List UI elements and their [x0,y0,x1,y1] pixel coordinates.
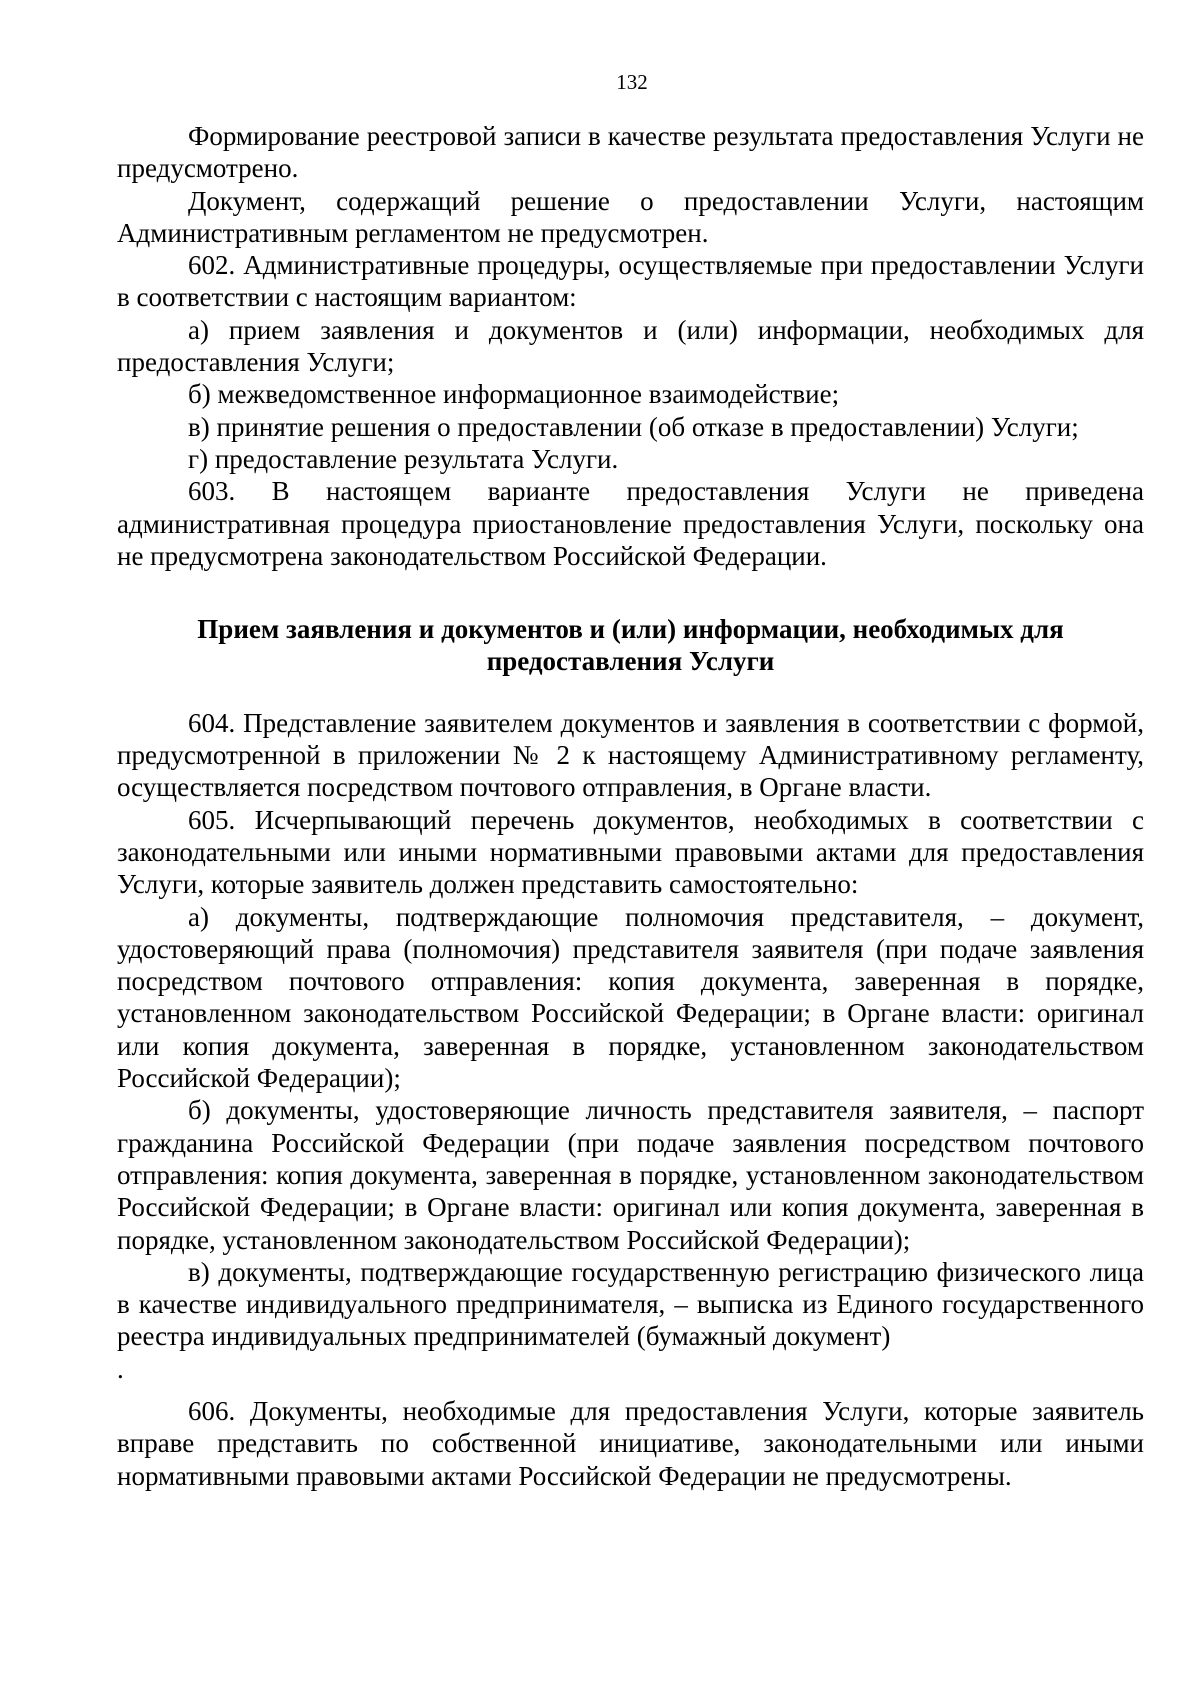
list-item-g: г) предоставление результата Услуги. [188,443,619,474]
paragraph-604: 604. Представление заявителем документов и заявления в соответствии с формой, предусмотренной в приложении № 2 к настоящему Административному регламенту, осуществляется посредством почтового отправления, в Органе власти. [117,707,1144,803]
section-heading [117,613,1144,678]
section-heading-line-2: предоставления Услуги [486,646,775,677]
paragraph-603: 603. В настоящем варианте предоставления Услуги не приведена административная процедура приостановление предоставления Услуги, поскольку она не предусмотрена законодательством Российской Федерации. [117,476,1144,571]
list-item-v: в) принятие решения о предоставлении (об отказе в предоставлении) Услуги; [188,411,1079,442]
paragraph: Формирование реестровой записи в качестве результата предоставления Услуги не предусмотрено. [117,121,1144,184]
paragraph-605: 605. Исчерпывающий перечень документов, необходимых в соответствии с законодательными или иными нормативными правовыми актами для предоставления Услуги, которые заявитель должен представить самостоятельно: [117,804,1144,900]
section-heading-line-1: Прием заявления и документов и (или) информации, необходимых для [197,614,1064,645]
document-body [117,120,1144,1492]
list-item-a: а) документы, подтверждающие полномочия представителя, – документ, удостоверяющий права (полномочия) представителя заявителя (при подаче заявления посредством почтового отправления: копия документа, заверенная в порядке, установленном законодательством Российской Федерации; в Органе власти: оригинал или копия документа, заверенная в порядке, установленном законодательством Российской Федерации); [117,901,1144,1094]
paragraph-602: 602. Административные процедуры, осуществляемые при предоставлении Услуги в соответствии с настоящим вариантом: [117,250,1144,313]
paragraph-606: 606. Документы, необходимые для предоставления Услуги, которые заявитель вправе представить по собственной инициативе, законодательными или иными нормативными правовыми актами Российской Федерации не предусмотрены. [117,1395,1144,1491]
list-item-v: в) документы, подтверждающие государственную регистрацию физического лица в качестве индивидуального предпринимателя, – выписка из Единого государственного реестра индивидуальных предпринимателей (бумажный документ) [117,1256,1144,1352]
stray-period: . [117,1353,124,1384]
page-number: 132 [616,70,648,94]
paragraph: Документ, содержащий решение о предоставлении Услуги, настоящим Административным регламентом не предусмотрен. [117,185,1144,248]
list-item-b: б) документы, удостоверяющие личность представителя заявителя, – паспорт гражданина Российской Федерации (при подаче заявления посредством почтового отправления: копия документа, заверенная в порядке, установленном законодательством Российской Федерации; в Органе власти: оригинал или копия документа, заверенная в порядке, установленном законодательством Российской Федерации); [117,1095,1144,1255]
list-item-a: а) прием заявления и документов и (или) информации, необходимых для предоставления Услуги; [117,314,1144,378]
list-item-b: б) межведомственное информационное взаимодействие; [188,379,840,410]
